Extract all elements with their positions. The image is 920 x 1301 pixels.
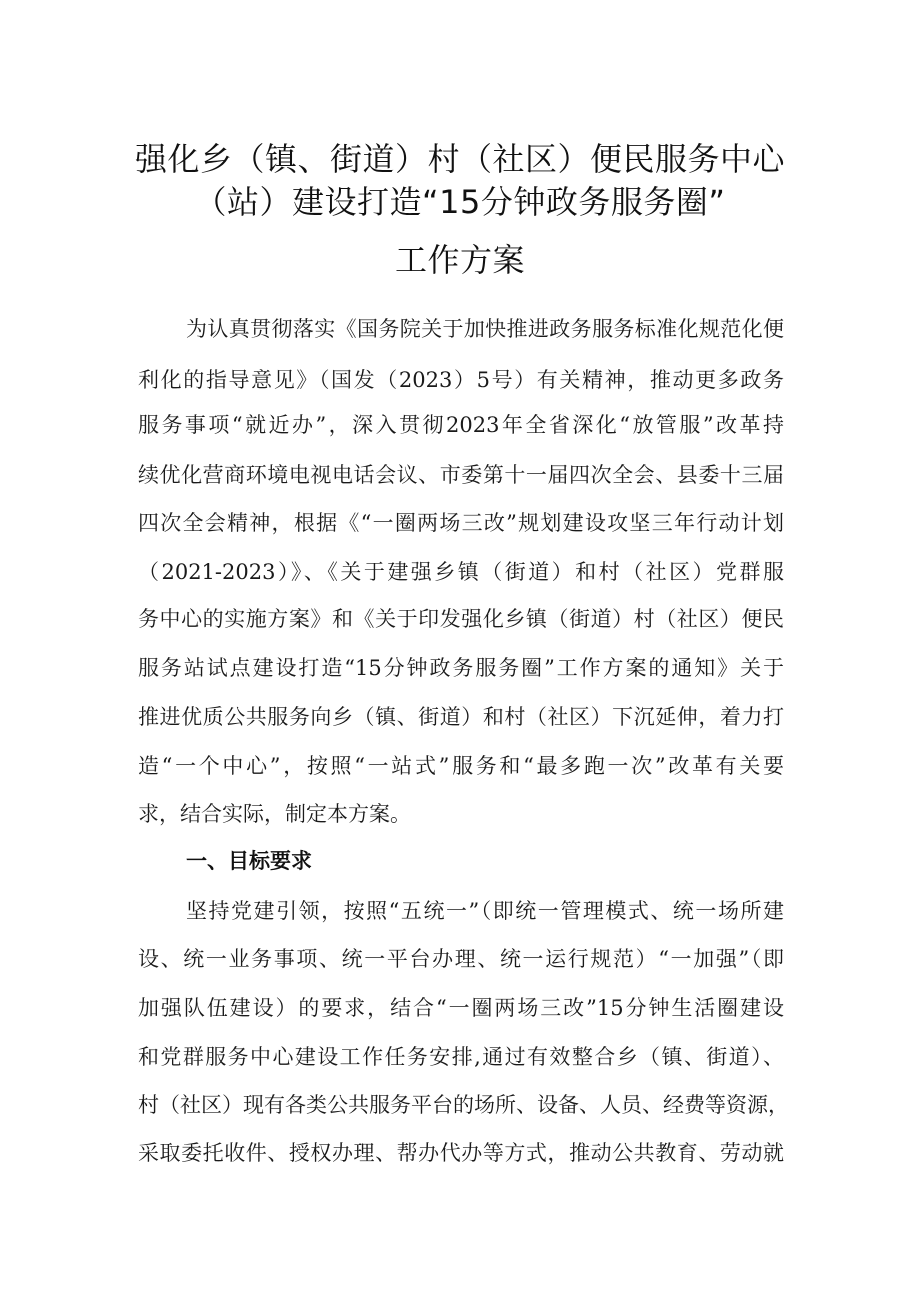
- document-title-line-3: 工作方案: [394, 241, 525, 279]
- intro-paragraph-line: 服务站试点建设打造“15分钟政务服务圈”工作方案的通知》关于: [138, 656, 784, 680]
- intro-paragraph-line: 利化的指导意见》（国发（2023）5号）有关精神，推动更多政务: [138, 368, 784, 392]
- section-paragraph-line: 村（社区）现有各类公共服务平台的场所、设备、人员、经费等资源，: [138, 1093, 789, 1117]
- section-paragraph-line: 坚持党建引领，按照“五统一”（即统一管理模式、统一场所建: [186, 899, 784, 923]
- intro-paragraph-line: （2021-2023）》、《关于建强乡镇（街道）和村（社区）党群服: [138, 560, 784, 584]
- intro-paragraph-line: 服务事项“就近办”，深入贯彻2023年全省深化“放管服”改革持: [138, 413, 784, 437]
- section-paragraph-line: 和党群服务中心建设工作任务安排,通过有效整合乡（镇、街道）、: [138, 1045, 784, 1069]
- intro-paragraph-line: 为认真贯彻落实《国务院关于加快推进政务服务标准化规范化便: [186, 317, 784, 341]
- section-paragraph-line: 采取委托收件、授权办理、帮办代办等方式，推动公共教育、劳动就: [138, 1141, 784, 1165]
- document-title-line-2: （站）建设打造“15分钟政务服务圈”: [194, 183, 726, 221]
- section-paragraph-line: 加强队伍建设）的要求，结合“一圈两场三改”15分钟生活圈建设: [138, 996, 784, 1020]
- intro-paragraph-line: 求，结合实际，制定本方案。: [138, 802, 411, 826]
- document-title-line-1: 强化乡（镇、街道）村（社区）便民服务中心: [134, 140, 785, 178]
- section-heading-objectives: 一、目标要求: [186, 849, 312, 873]
- intro-paragraph-line: 续优化营商环境电视电话会议、市委第十一届四次全会、县委十三届: [138, 463, 784, 487]
- section-paragraph-line: 设、统一业务事项、统一平台办理、统一运行规范）“一加强”（即: [138, 947, 784, 971]
- intro-paragraph-line: 推进优质公共服务向乡（镇、街道）和村（社区）下沉延伸，着力打: [138, 705, 784, 729]
- intro-paragraph-line: 四次全会精神，根据《“一圈两场三改”规划建设攻坚三年行动计划: [138, 511, 784, 535]
- intro-paragraph-line: 务中心的实施方案》和《关于印发强化乡镇（街道）村（社区）便民: [138, 607, 784, 631]
- intro-paragraph-line: 造“一个中心”，按照“一站式”服务和“最多跑一次”改革有关要: [138, 754, 784, 778]
